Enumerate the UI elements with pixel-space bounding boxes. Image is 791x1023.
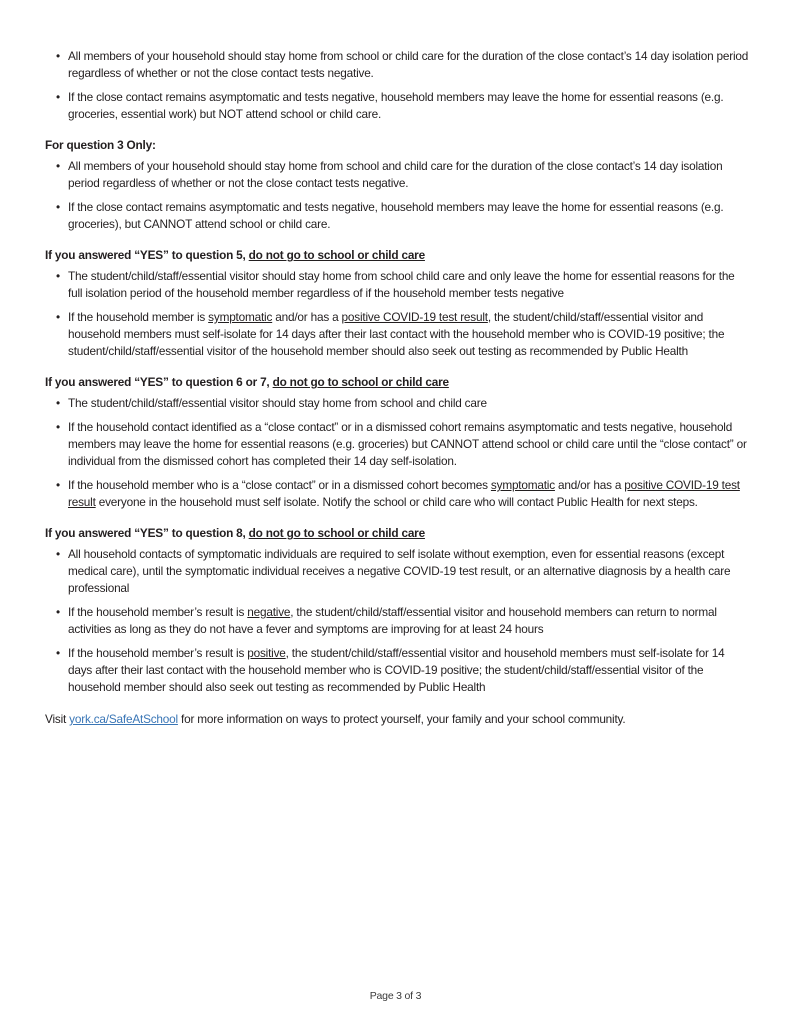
bullet-item [45,199,749,233]
bullet-item [45,48,749,82]
text-segment: and/or has a [272,310,342,324]
bullet-item [45,268,749,302]
bullet-list [45,395,749,511]
underlined-text: symptomatic [490,478,555,492]
section [45,247,749,360]
section-heading [45,525,749,542]
bullet-list [45,48,749,123]
text-segment: All members of your household should stay home from school and child care for the duration of the close contact’s 14 day isolation period regardless of whether or not the close contact tests negative. [68,159,723,190]
bullet-item [45,309,749,360]
text-segment: If the close contact remains asymptomatic and tests negative, household members may leave the home for essential reasons (e.g. groceries, essential work) but NOT attend school or child care. [68,90,724,121]
bullet-item [45,419,749,470]
underlined-text: do not go to school or child care [272,375,449,389]
section [45,137,749,233]
underlined-text: positive COVID-19 test result [68,478,740,509]
text-segment: Visit [45,712,70,726]
section [45,48,749,123]
bullet-item [45,158,749,192]
page-footer [0,990,791,1002]
closing-paragraph [45,711,749,728]
text-segment: If the close contact remains asymptomatic and tests negative, household members may leave the home for essential reasons (e.g. groceries), but CANNOT attend school or child care. [68,200,724,231]
bullet-list [45,158,749,233]
text-segment: All household contacts of symptomatic individuals are required to self isolate without exemption, even for essential reasons (except medical care), until the symptomatic individual receives a negative COVID-19 test result, or an alternative diagnosis by a health care professional [68,547,731,595]
underlined-text: positive COVID-19 test result [341,310,488,324]
safeatschool-link[interactable]: york.ca/SafeAtSchool [69,712,178,726]
section-heading [45,374,749,391]
text-segment: If the household member’s result is [68,605,248,619]
text-segment: everyone in the household must self isolate. Notify the school or child care who will contact Public Health for next steps. [95,495,698,509]
underlined-text: do not go to school or child care [248,248,425,262]
text-segment: All members of your household should stay home from school or child care for the duration of the close contact’s 14 day isolation period regardless of whether or not the close contact tests negative. [68,49,749,80]
page-number: Page 3 of 3 [369,990,422,1002]
text-segment: The student/child/staff/essential visitor should stay home from school and child care [68,396,487,410]
text-segment: If the household member is [68,310,209,324]
text-segment: The student/child/staff/essential visitor should stay home from school child care and only leave the home for essential reasons for the full isolation period of the household member regardless of if the household member tests negative [68,269,735,300]
text-segment: For question 3 Only: [45,138,156,152]
bullet-item [45,89,749,123]
section-heading [45,137,749,154]
underlined-text: positive [247,646,286,660]
text-segment: , the student/child/staff/essential visitor and household members must self-isolate for 14 days after their last contact with the household member who is COVID-19 positive; the student/child/staff/essential visitor of the household member should also seek out testing as recommended by Public Health [68,646,725,694]
document-body [45,44,749,728]
underlined-text: symptomatic [208,310,273,324]
text-segment: If the household contact identified as a “close contact” or in a dismissed cohort remains asymptomatic and tests negative, household members may leave the home for essential reasons (e.g. groceries) but CANNOT attend school or child care until the “close contact” or individual from the dismissed cohort has completed their 14 day self-isolation. [68,420,747,468]
section [45,374,749,511]
text-segment: and/or has a [554,478,625,492]
text-segment: If you answered “YES” to question 6 or 7, [45,375,273,389]
section [45,525,749,696]
text-segment: for more information on ways to protect yourself, your family and your school community. [177,712,626,726]
text-segment: If the household member who is a “close contact” or in a dismissed cohort becomes [68,478,491,492]
bullet-item [45,395,749,412]
bullet-list [45,268,749,360]
text-segment: , the student/child/staff/essential visitor and household members must self-isolate for 14 days after their last contact with the household member who is COVID-19 positive; the student/child/staff/essential visitor of the household member should also seek out testing as recommended by Public Health [68,310,725,358]
section [45,711,749,728]
text-segment: If the household member’s result is [68,646,248,660]
text-segment: If you answered “YES” to question 8, [45,526,249,540]
bullet-item [45,546,749,597]
bullet-item [45,645,749,696]
underlined-text: do not go to school or child care [248,526,425,540]
text-segment: If you answered “YES” to question 5, [45,248,249,262]
underlined-text: negative [247,605,291,619]
bullet-list [45,546,749,696]
bullet-item [45,477,749,511]
section-heading [45,247,749,264]
text-segment: , the student/child/staff/essential visitor and household members can return to normal activities as long as they do not have a fever and symptoms are improving for at least 24 hours [68,605,717,636]
bullet-item [45,604,749,638]
